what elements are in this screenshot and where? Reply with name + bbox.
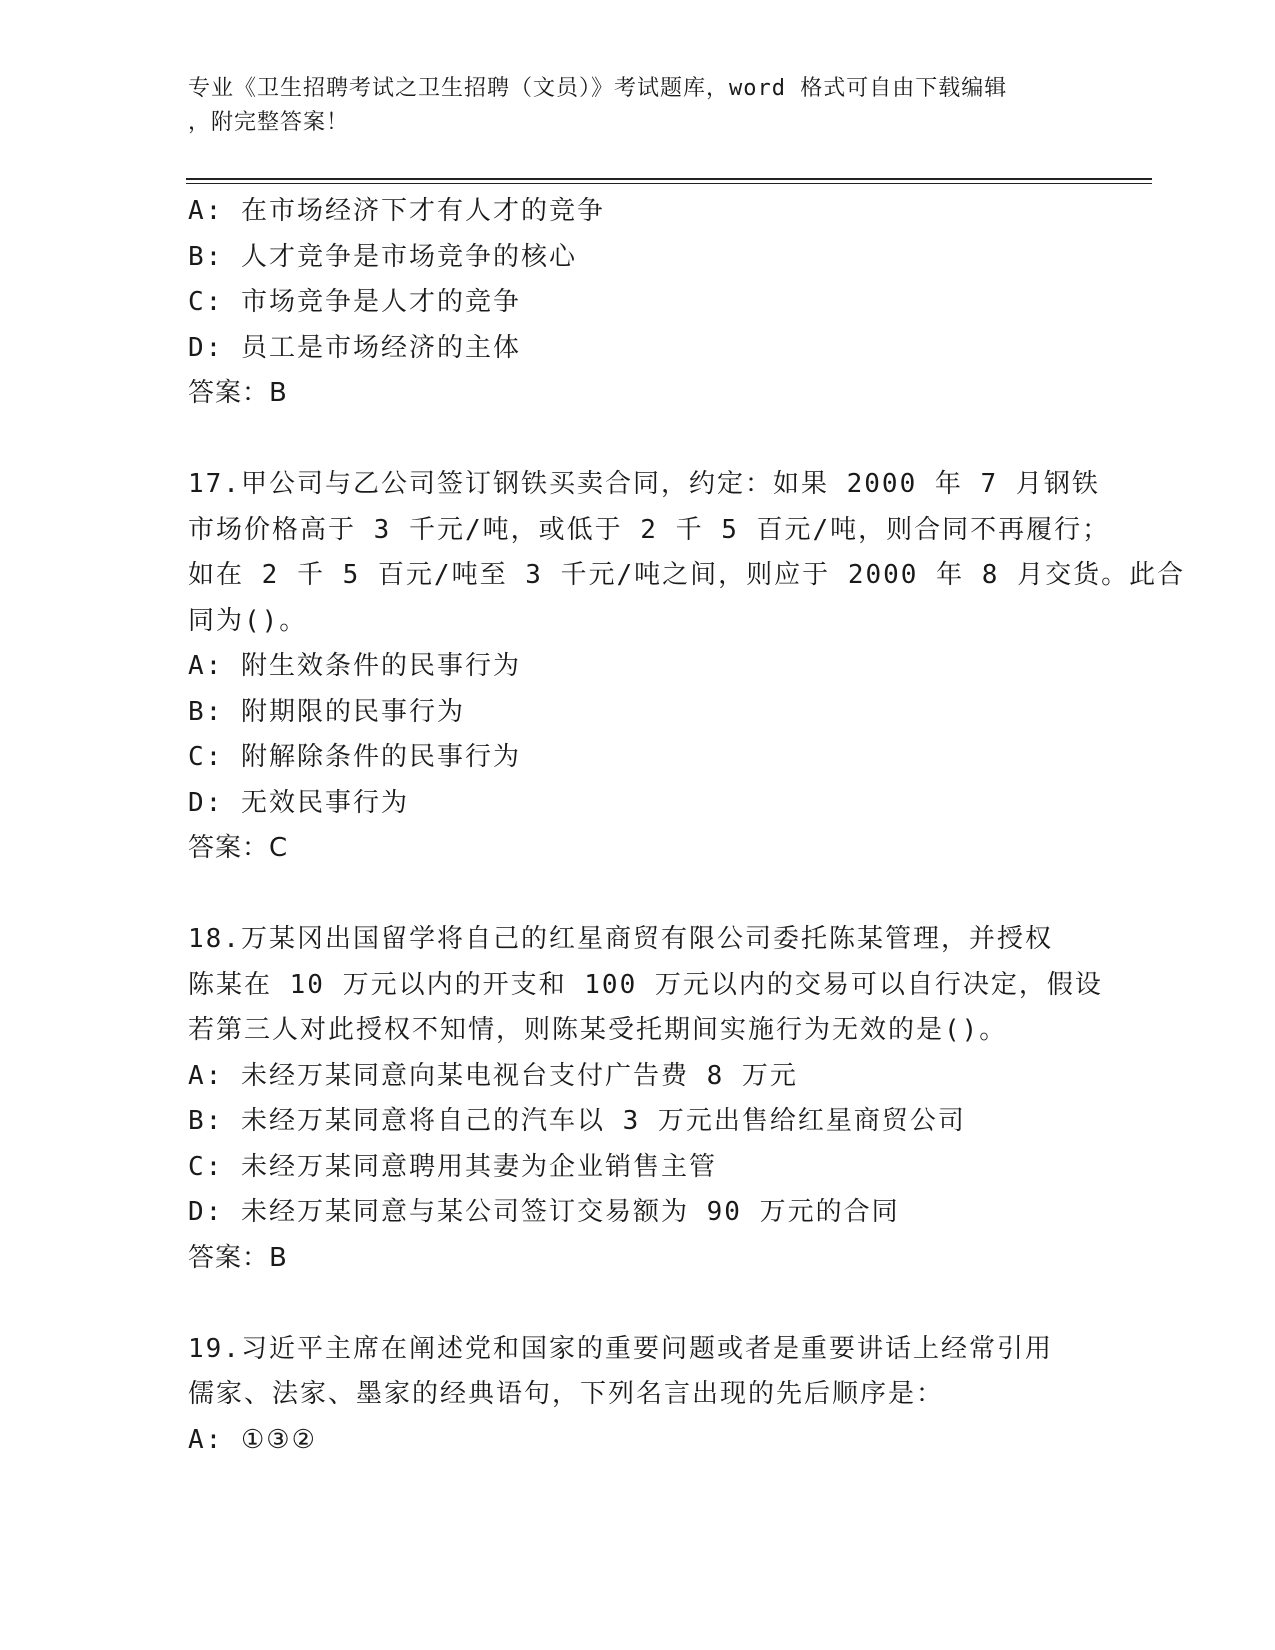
document-body — [188, 189, 1186, 1463]
option-b: B: 人才竞争是市场竞争的核心 — [188, 241, 577, 272]
option-c: C: 附解除条件的民事行为 — [188, 742, 521, 772]
header-divider — [186, 178, 1152, 184]
spacer — [188, 872, 1088, 918]
question-text-line: 陈某在 10 万元以内的开支和 100 万元以内的交易可以自行决定，假设 — [188, 969, 1103, 1000]
question-19 — [188, 1327, 1088, 1464]
spacer — [188, 1281, 1088, 1327]
answer: 答案：B — [188, 378, 288, 408]
question-text-line: 若第三人对此授权不知情，则陈某受托期间实施行为无效的是()。 — [188, 1015, 1008, 1045]
question-text-line: 19.习近平主席在阐述党和国家的重要问题或者是重要讲话上经常引用 — [188, 1333, 1053, 1364]
question-17 — [188, 462, 1186, 872]
question-text-line: 18.万某冈出国留学将自己的红星商贸有限公司委托陈某管理，并授权 — [188, 924, 1053, 954]
document-header — [188, 72, 1088, 140]
option-a: A: 未经万某同意向某电视台支付广告费 8 万元 — [188, 1060, 798, 1091]
answer: 答案：C — [188, 833, 289, 863]
option-d: D: 未经万某同意与某公司签订交易额为 90 万元的合同 — [188, 1197, 900, 1227]
question-16 — [188, 189, 1088, 417]
option-b: B: 未经万某同意将自己的汽车以 3 万元出售给红星商贸公司 — [188, 1106, 966, 1136]
header-line-1: 专业《卫生招聘考试之卫生招聘（文员）》考试题库，word 格式可自由下载编辑 — [188, 76, 1008, 101]
header-line-2: ，附完整答案！ — [188, 110, 350, 135]
option-b: B: 附期限的民事行为 — [188, 696, 465, 727]
question-text-line: 17.甲公司与乙公司签订钢铁买卖合同，约定：如果 2000 年 7 月钢铁 — [188, 469, 1100, 499]
option-c: C: 市场竞争是人才的竞争 — [188, 287, 521, 317]
option-c: C: 未经万某同意聘用其妻为企业销售主管 — [188, 1151, 717, 1182]
option-a: A: 在市场经济下才有人才的竞争 — [188, 196, 605, 226]
option-a: A: 附生效条件的民事行为 — [188, 651, 521, 681]
question-text-line: 同为()。 — [188, 605, 308, 636]
question-text-line: 市场价格高于 3 千元/吨，或低于 2 千 5 百元/吨，则合同不再履行； — [188, 514, 1111, 545]
answer: 答案：B — [188, 1242, 288, 1273]
question-text-line: 如在 2 千 5 百元/吨至 3 千元/吨之间，则应于 2000 年 8 月交货。此合 — [188, 560, 1186, 590]
option-a: A: ①③② — [188, 1424, 317, 1455]
spacer — [188, 417, 1088, 463]
question-18 — [188, 917, 1103, 1281]
option-d: D: 员工是市场经济的主体 — [188, 332, 521, 363]
option-d: D: 无效民事行为 — [188, 787, 409, 818]
question-text-line: 儒家、法家、墨家的经典语句，下列名言出现的先后顺序是： — [188, 1379, 945, 1409]
